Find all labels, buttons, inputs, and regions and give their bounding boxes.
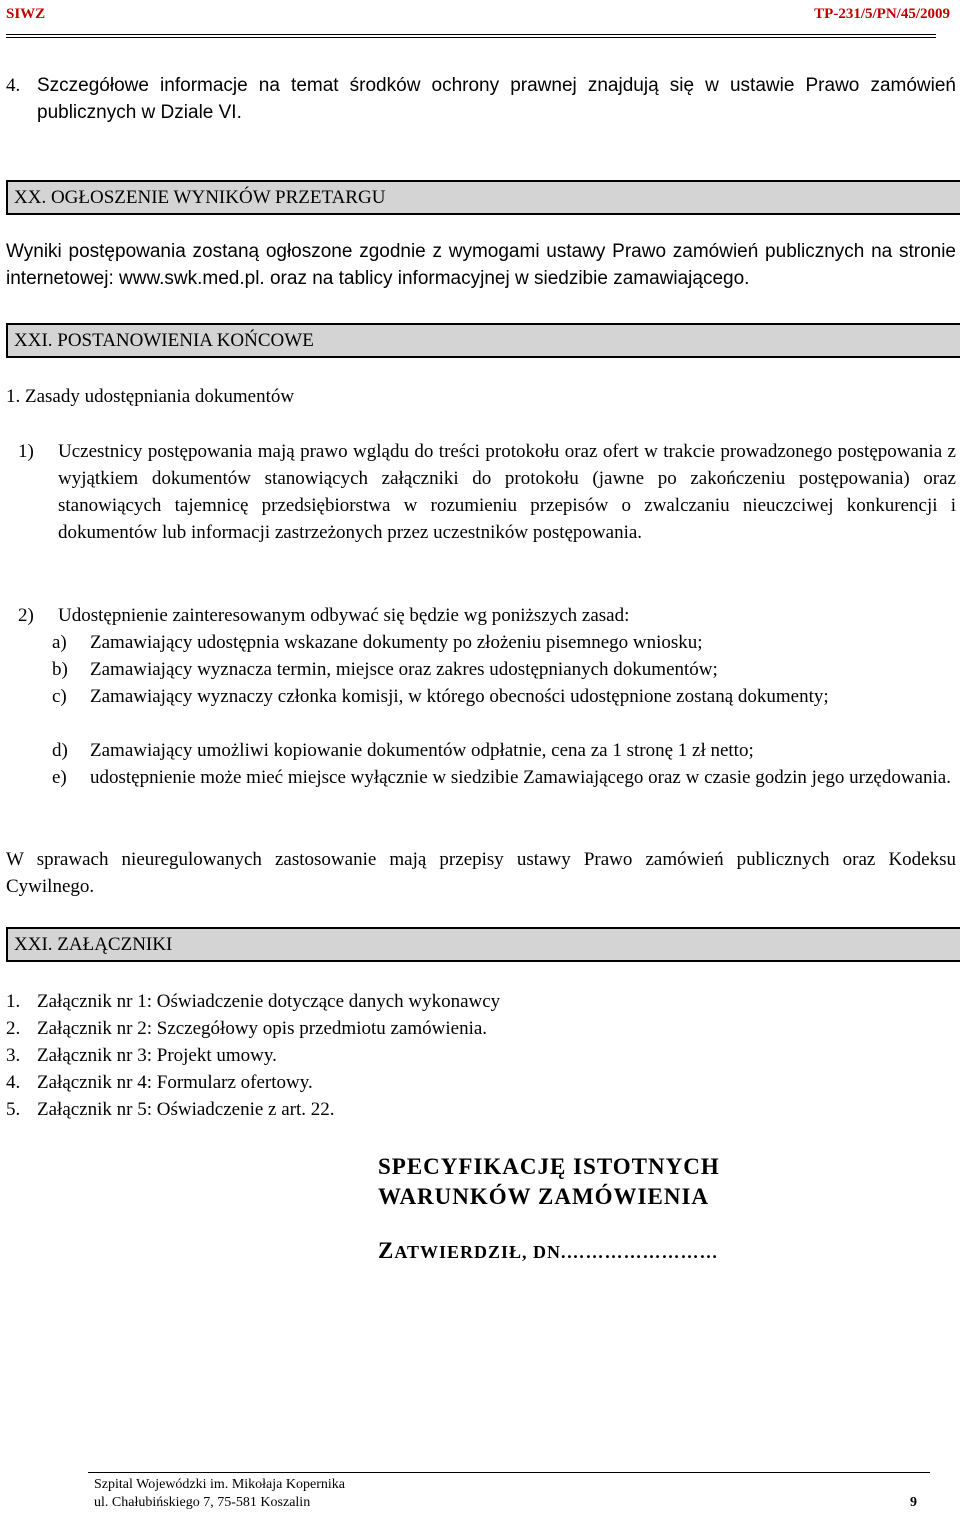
section-xxi-title: XXI. POSTANOWIENIA KOŃCOWE bbox=[14, 330, 314, 351]
sub-item-a-text: Zamawiający udostępnia wskazane dokumenty po złożeniu pisemnego wniosku; bbox=[90, 632, 703, 653]
sub-item-b-number: b) bbox=[52, 659, 68, 680]
approval-line bbox=[378, 1236, 938, 1267]
rule-item-2-text: Udostępnienie zainteresowanym odbywać się będzie wg poniższych zasad: bbox=[58, 605, 630, 626]
section-xxi-heading bbox=[6, 323, 960, 358]
attachment-item-text: Załącznik nr 2: Szczegółowy opis przedmiotu zamówienia. bbox=[37, 1018, 488, 1039]
footer-address: ul. Chałubińskiego 7, 75-581 Koszalin bbox=[94, 1495, 311, 1510]
header-rule bbox=[6, 34, 936, 35]
sub-item-b-text: Zamawiający wyznacza termin, miejsce oraz zakres udostępnianych dokumentów; bbox=[90, 659, 718, 680]
approval-dots: …………………… bbox=[566, 1242, 719, 1262]
attachment-item-number: 5. bbox=[6, 1099, 21, 1120]
sub-item-d-number: d) bbox=[52, 740, 68, 761]
header-doc-type: SIWZ bbox=[6, 6, 46, 22]
section-xx-title: XX. OGŁOSZENIE WYNIKÓW PRZETARGU bbox=[14, 187, 386, 208]
sub-item-c-number: c) bbox=[52, 686, 67, 707]
attachments-heading bbox=[6, 927, 960, 962]
intro-number: 4. bbox=[6, 75, 21, 96]
rule-item-1-number: 1) bbox=[18, 441, 34, 462]
sub-item-d-text: Zamawiający umożliwi kopiowanie dokumentów odpłatnie, cena za 1 stronę 1 zł netto; bbox=[90, 740, 754, 761]
header-reference-number: TP-231/5/PN/45/2009 bbox=[814, 6, 950, 22]
attachment-item-number: 3. bbox=[6, 1045, 21, 1066]
section-xx-heading bbox=[6, 180, 960, 215]
closing-paragraph: W sprawach nieuregulowanych zastosowanie mają przepisy ustawy Prawo zamówień publicznych oraz Kodeksu Cywilnego. bbox=[6, 849, 956, 897]
sub-item-e-text: udostępnienie może mieć miejsce wyłącznie w siedzibie Zamawiającego oraz w czasie godzin jego urzędowania. bbox=[90, 767, 951, 788]
attachment-item-number: 2. bbox=[6, 1018, 21, 1039]
point-1-title: 1. Zasady udostępniania dokumentów bbox=[6, 386, 295, 407]
footer-institution: Szpital Wojewódzki im. Mikołaja Kopernika bbox=[94, 1477, 345, 1492]
header-rule-2 bbox=[6, 37, 936, 38]
sub-item-a-number: a) bbox=[52, 632, 67, 653]
attachment-item-text: Załącznik nr 1: Oświadczenie dotyczące danych wykonawcy bbox=[37, 991, 501, 1012]
attachment-item-text: Załącznik nr 3: Projekt umowy. bbox=[37, 1045, 277, 1066]
attachments-title: XXI. ZAŁĄCZNIKI bbox=[14, 934, 173, 955]
rule-item-2-number: 2) bbox=[18, 605, 34, 626]
attachment-item-number: 4. bbox=[6, 1072, 21, 1093]
attachment-item-text: Załącznik nr 4: Formularz ofertowy. bbox=[37, 1072, 313, 1093]
page-header bbox=[0, 4, 960, 28]
section-xx-body: Wyniki postępowania zostaną ogłoszone zgodnie z wymogami ustawy Prawo zamówień publicznych na stronie internetowej: www.swk.med.pl. oraz na tablicy informacyjnej w siedzibie zamawiającego. bbox=[6, 241, 956, 289]
sub-item-e-number: e) bbox=[52, 767, 67, 788]
rule-item-1-text: Uczestnicy postępowania mają prawo wglądu do treści protokołu oraz ofert w trakcie prowadzonego postępowania z wyjątkiem dokumentów stanowiących załączniki do protokołu (jawne po zakończeniu postępowania) oraz stanowiących tajemnicę przedsiębiorstwa w rozumieniu przepisów o zwalczaniu nieuczciwej konkurencji i dokumentów lub informacji zastrzeżonych przez uczestników postępowania. bbox=[58, 441, 956, 543]
page-number: 9 bbox=[910, 1495, 917, 1510]
specification-title bbox=[378, 1152, 898, 1212]
approval-label: ATWIERDZIŁ, DN. bbox=[394, 1242, 567, 1262]
approval-initial: Z bbox=[378, 1238, 395, 1263]
footer-rule bbox=[88, 1472, 930, 1473]
specification-title-line-2: WARUNKÓW ZAMÓWIENIA bbox=[378, 1184, 710, 1209]
attachment-item-number: 1. bbox=[6, 991, 21, 1012]
sub-item-c-text: Zamawiający wyznaczy członka komisji, w którego obecności udostępnione zostaną dokumenty; bbox=[90, 686, 829, 707]
intro-text: Szczegółowe informacje na temat środków ochrony prawnej znajdują się w ustawie Prawo zamówień publicznych w Dziale VI. bbox=[37, 75, 956, 123]
specification-title-line-1: SPECYFIKACJĘ ISTOTNYCH bbox=[378, 1154, 720, 1179]
attachment-item-text: Załącznik nr 5: Oświadczenie z art. 22. bbox=[37, 1099, 335, 1120]
